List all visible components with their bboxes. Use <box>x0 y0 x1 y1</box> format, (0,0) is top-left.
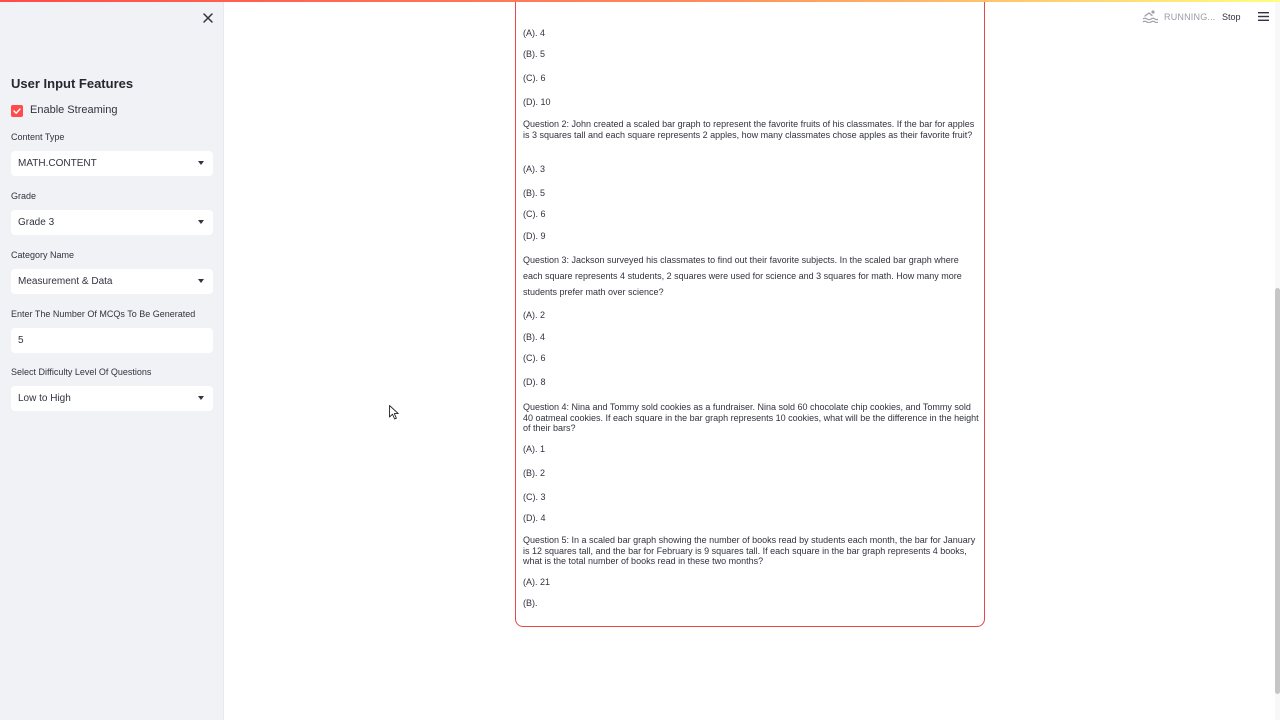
q2-option-a: (A). 3 <box>523 164 546 174</box>
q1-option-d: (D). 10 <box>523 97 551 107</box>
q4-option-b: (B). 2 <box>523 468 546 478</box>
q5-option-a: (A). 21 <box>523 577 551 587</box>
content-type-value: MATH.CONTENT <box>18 158 97 169</box>
q4-option-a: (A). 1 <box>523 444 546 454</box>
mcq-output-panel <box>515 0 985 627</box>
running-status: RUNNING... <box>1164 12 1216 22</box>
q3-option-d: (D). 8 <box>523 377 546 387</box>
q2-option-d: (D). 9 <box>523 231 546 241</box>
q3-option-c: (C). 6 <box>523 353 546 363</box>
difficulty-label: Select Difficulty Level Of Questions <box>11 367 152 377</box>
question-2-text: Question 2: John created a scaled bar graph to represent the favorite fruits of his classmates. If the bar for apples is 3 squares tall and each square represents 2 apples, how many classmates chose apples as their favorite fruit? <box>523 119 975 140</box>
grade-value: Grade 3 <box>18 217 55 228</box>
category-value: Measurement & Data <box>18 276 113 287</box>
top-decoration-bar <box>0 0 1280 2</box>
category-select[interactable] <box>11 269 213 294</box>
mcq-count-value: 5 <box>18 335 24 346</box>
mcq-count-label: Enter The Number Of MCQs To Be Generated <box>11 309 196 319</box>
enable-streaming-checkbox[interactable] <box>11 102 117 118</box>
q3-option-b: (B). 4 <box>523 332 546 342</box>
q1-option-a: (A). 4 <box>523 28 546 38</box>
q4-option-c: (C). 3 <box>523 492 546 502</box>
q1-option-c: (C). 6 <box>523 73 546 83</box>
content-type-label: Content Type <box>11 132 65 142</box>
q3-option-a: (A). 2 <box>523 310 546 320</box>
chevron-down-icon <box>198 161 204 165</box>
sidebar-title: User Input Features <box>11 76 134 91</box>
question-4-text: Question 4: Nina and Tommy sold cookies as a fundraiser. Nina sold 60 chocolate chip cookies, and Tommy sold 40 oatmeal cookies. If each square in the bar graph represents 10 cookies, what will be the difference in the height of their bars? <box>523 402 979 433</box>
chevron-down-icon <box>198 220 204 224</box>
scrollbar-thumb[interactable] <box>1275 288 1280 694</box>
category-label: Category Name <box>11 250 75 260</box>
content-type-select[interactable] <box>11 151 213 176</box>
grade-label: Grade <box>11 191 37 201</box>
stop-button[interactable]: Stop <box>1222 12 1241 22</box>
difficulty-value: Low to High <box>18 393 71 404</box>
q5-option-b: (B). <box>523 598 538 608</box>
q1-option-b: (B). 5 <box>523 49 546 59</box>
q2-option-c: (C). 6 <box>523 209 546 219</box>
enable-streaming-label: Enable Streaming <box>30 104 118 116</box>
difficulty-select[interactable] <box>11 386 213 411</box>
q4-option-d: (D). 4 <box>523 513 546 523</box>
question-3-text: Question 3: Jackson surveyed his classmates to find out their favorite subjects. In the scaled bar graph where each square represents 4 students, 2 squares were used for science and 3 squares for math. How many more students prefer math over science? <box>523 255 962 297</box>
chevron-down-icon <box>198 396 204 400</box>
sidebar <box>0 0 224 720</box>
close-sidebar-button[interactable] <box>200 10 216 26</box>
checkbox-checked-icon[interactable] <box>11 105 23 117</box>
q2-option-b: (B). 5 <box>523 188 546 198</box>
mouse-pointer-icon <box>389 405 399 420</box>
grade-select[interactable] <box>11 210 213 235</box>
mcq-count-input[interactable] <box>11 328 213 353</box>
swimmer-icon <box>1142 9 1158 23</box>
close-icon <box>200 10 216 26</box>
question-5-text: Question 5: In a scaled bar graph showing the number of books read by students each month, the bar for January is 12 squares tall, and the bar for February is 9 squares tall. If each square in the bar graph represents 4 books, what is the total number of books read in these two months? <box>523 535 976 566</box>
hamburger-menu-icon[interactable] <box>1258 12 1269 21</box>
chevron-down-icon <box>198 279 204 283</box>
